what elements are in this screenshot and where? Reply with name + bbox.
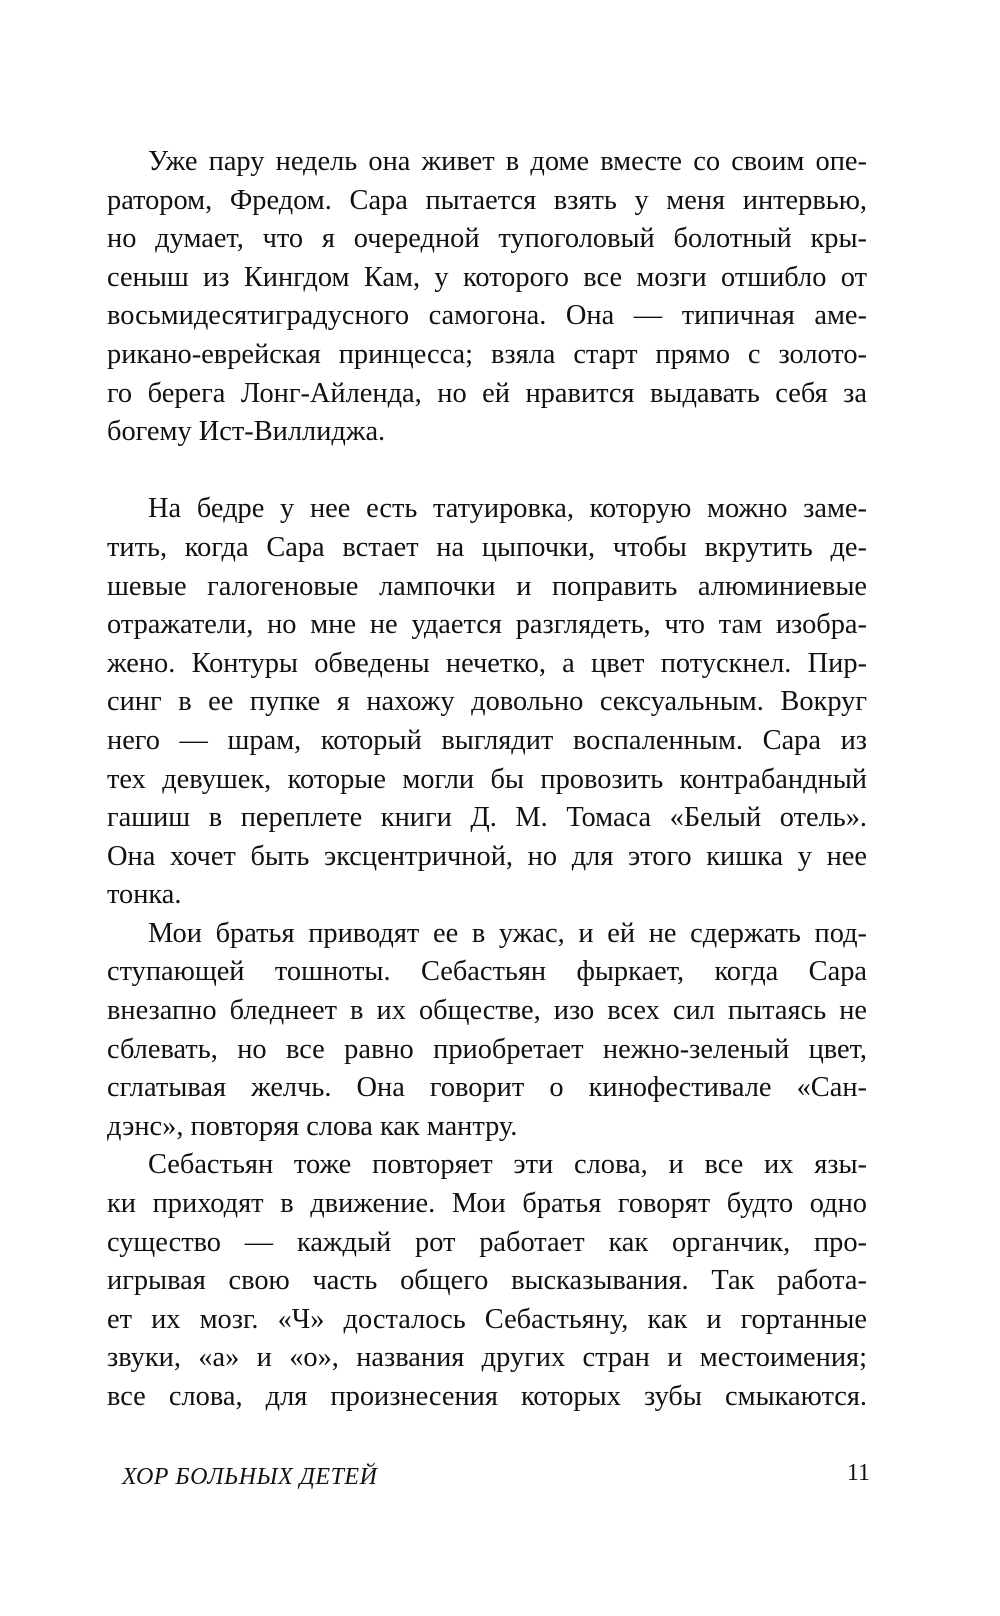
- text-line: На бедре у нее есть татуировка, которую можно заме-: [148, 493, 867, 525]
- text-line: Уже пару недель она живет в доме вместе со своим опе-: [148, 146, 867, 177]
- running-footer-title: ХОР БОЛЬНЫХ ДЕТЕЙ: [122, 1464, 378, 1490]
- paragraph: [107, 143, 867, 452]
- text-line: ратором, Фредом. Сара пытается взять у меня интервью,: [107, 184, 867, 216]
- text-line: существо — каждый рот работает как органчик, про-: [107, 1226, 867, 1258]
- text-line: тить, когда Сара встает на цыпочки, чтобы вкрутить де-: [107, 531, 867, 563]
- text-line: тех девушек, которые могли бы провозить контрабандный: [107, 763, 867, 795]
- text-line: дэнс», повторяя слова как мантру.: [107, 1110, 518, 1142]
- text-line: Она хочет быть эксцентричной, но для этого кишка у нее: [107, 840, 867, 872]
- text-line: синг в ее пупке я нахожу довольно сексуальным. Вокруг: [107, 686, 867, 718]
- text-line: игрывая свою часть общего высказывания. Так работа-: [107, 1265, 867, 1297]
- text-line: Себастьян тоже повторяет эти слова, и все их язы-: [148, 1149, 867, 1181]
- paragraph: [107, 1146, 867, 1416]
- paragraph: [107, 490, 867, 915]
- text-line: го берега Лонг-Айленда, но ей нравится выдавать себя за: [107, 377, 867, 409]
- text-line: все слова, для произнесения которых зубы смыкаются.: [107, 1381, 867, 1412]
- text-line: жено. Контуры обведены нечетко, а цвет потускнел. Пир-: [107, 647, 867, 679]
- text-line: него — шрам, который выглядит воспаленным. Сара из: [107, 724, 867, 756]
- text-line: внезапно бледнеет в их обществе, изо всех сил пытаясь не: [107, 995, 867, 1027]
- page-number: 11: [846, 1460, 870, 1486]
- text-line: рикано-еврейская принцесса; взяла старт прямо с золото-: [107, 338, 867, 370]
- text-line: тонка.: [107, 879, 182, 911]
- body-text: [107, 143, 867, 1417]
- text-line: сеныш из Кингдом Кам, у которого все мозги отшибло от: [107, 261, 867, 293]
- text-line: богему Ист-Виллиджа.: [107, 416, 386, 448]
- paragraph: [107, 915, 867, 1147]
- text-line: отражатели, но мне не удается разглядеть, что там изобра-: [107, 609, 867, 641]
- paragraph-gap: [107, 452, 867, 491]
- text-line: шевые галогеновые лампочки и поправить алюминиевые: [107, 570, 867, 602]
- text-line: ступающей тошноты. Себастьян фыркает, когда Сара: [107, 956, 867, 988]
- text-line: ет их мозг. «Ч» досталось Себастьяну, как и гортанные: [107, 1303, 867, 1335]
- text-line: гашиш в переплете книги Д. М. Томаса «Белый отель».: [107, 802, 867, 834]
- text-line: восьмидесятиградусного самогона. Она — типичная аме-: [107, 300, 867, 332]
- text-line: звуки, «а» и «о», названия других стран и местоимения;: [107, 1342, 867, 1374]
- text-line: сглатывая желчь. Она говорит о кинофестивале «Сан-: [107, 1072, 867, 1104]
- text-line: Мои братья приводят ее в ужас, и ей не сдержать под-: [148, 917, 867, 949]
- text-line: ки приходят в движение. Мои братья говорят будто одно: [107, 1188, 867, 1220]
- text-line: но думает, что я очередной тупоголовый болотный кры-: [107, 223, 867, 255]
- text-line: сблевать, но все равно приобретает нежно-зеленый цвет,: [107, 1033, 867, 1065]
